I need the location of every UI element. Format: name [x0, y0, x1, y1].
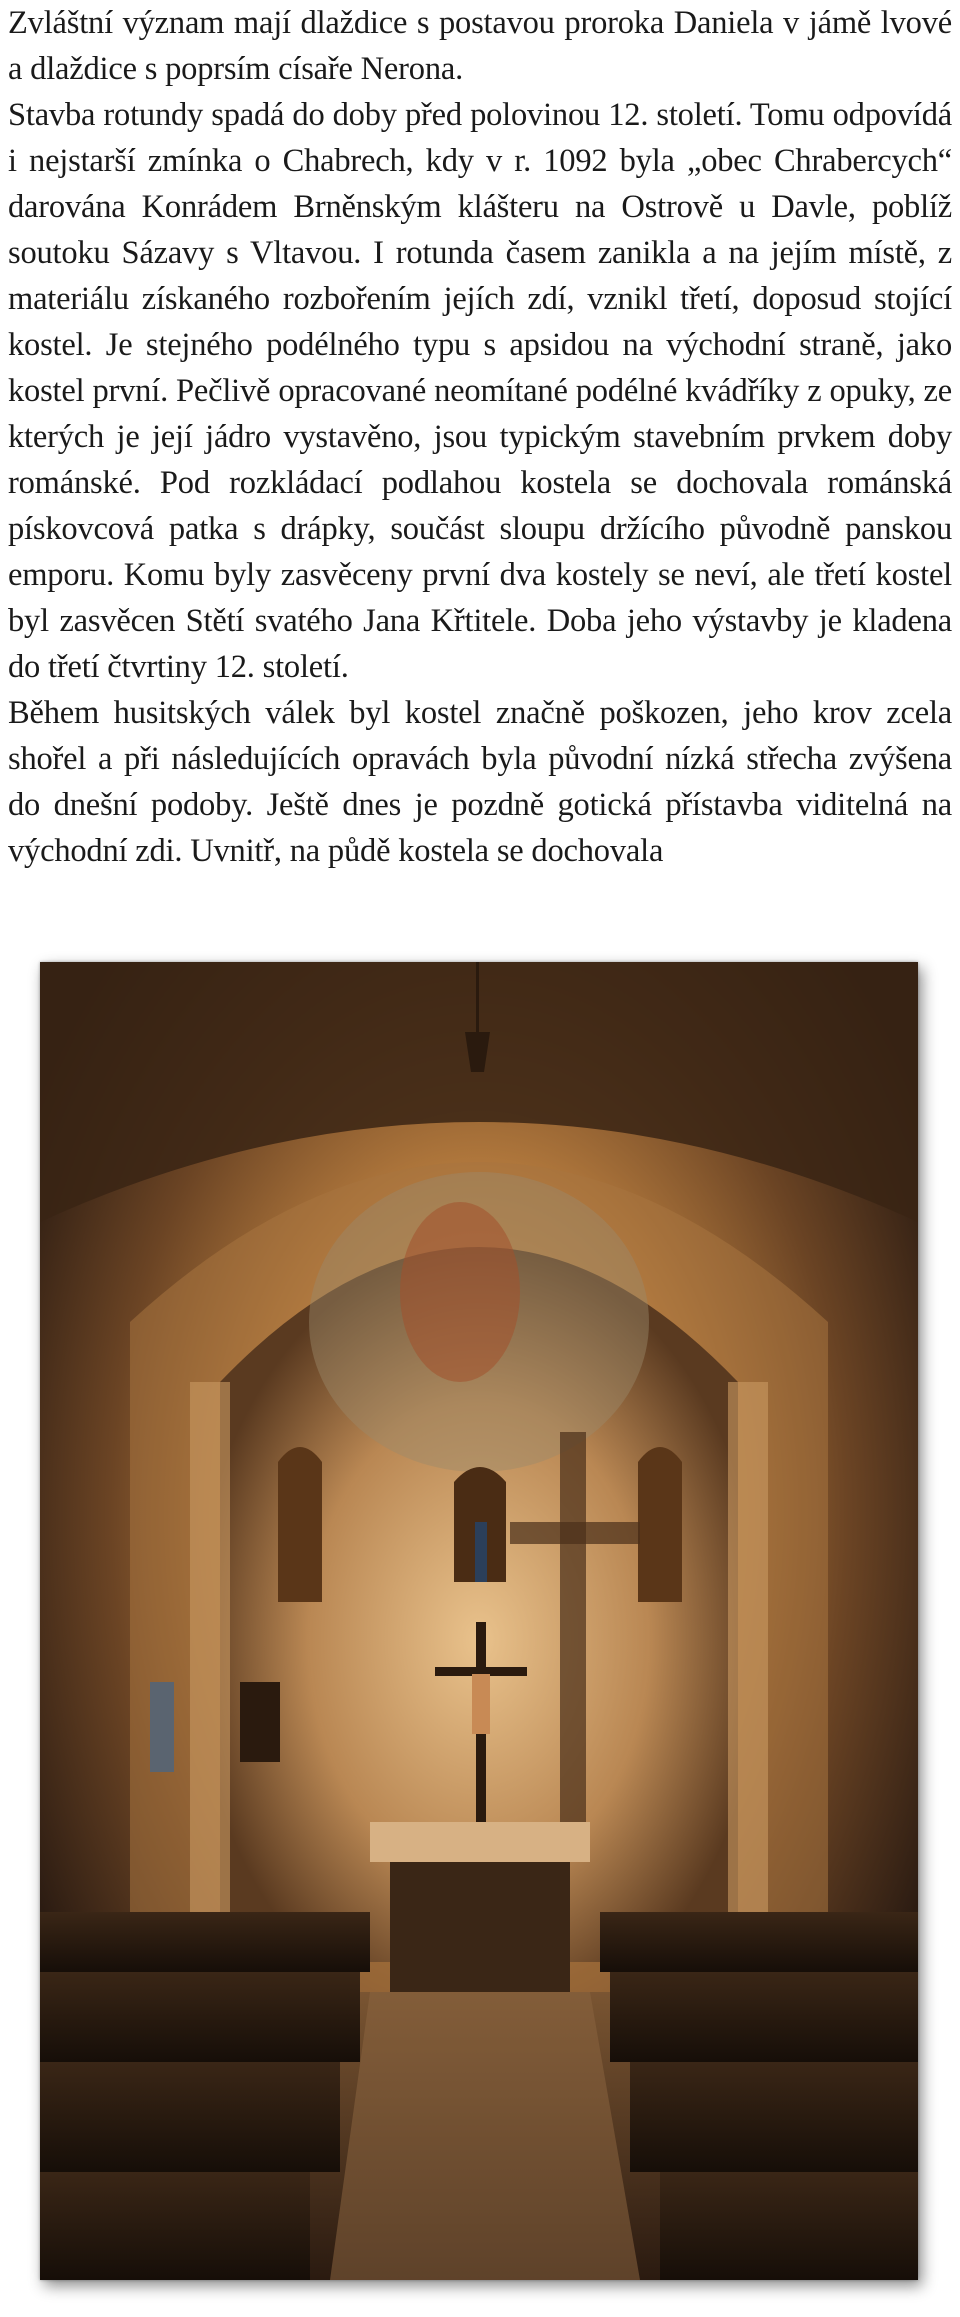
article-text: [8, 0, 952, 874]
paragraph-3: Během husitských válek byl kostel značně poškozen, jeho krov zcela shořel a při následujících opravách byla původní nízká střecha zvýšena do dnešní podoby. Ještě dnes je pozdně gotická přístavba viditelná na východní zdi. Uvnitř, na půdě kostela se dochovala: [8, 695, 952, 869]
church-interior-photo: [40, 962, 918, 2280]
paragraph-2: Stavba rotundy spadá do doby před polovinou 12. století. Tomu odpovídá i nejstarší zmínka o Chabrech, kdy v r. 1092 byla „obec Chrabercych“ darována Konrádem Brněnským klášteru na Ostrově u Davle, poblíž soutoku Sázavy s Vltavou. I rotunda časem zanikla a na jejím místě, z materiálu získaného rozbořením jejích zdí, vznikl třetí, doposud stojící kostel. Je stejného podélného typu s apsidou na východní straně, jako kostel první. Pečlivě opracované neomítané podélné kvádříky z opuky, ze kterých je její jádro vystavěno, jsou typickým stavebním prvkem doby románské. Pod rozkládací podlahou kostela se dochovala románská pískovcová patka s drápky, součást sloupu držícího původně panskou emporu. Komu byly zasvěceny první dva kostely se neví, ale třetí kostel byl zasvěcen Stětí svatého Jana Křtitele. Doba jeho výstavby je kladena do třetí čtvrtiny 12. století.: [8, 97, 952, 685]
paragraph-1: Zvláštní význam mají dlaždice s postavou proroka Daniela v jámě lvové a dlaždice s poprsím císaře Nerona.: [8, 5, 952, 87]
church-interior-illustration: [40, 962, 918, 2280]
